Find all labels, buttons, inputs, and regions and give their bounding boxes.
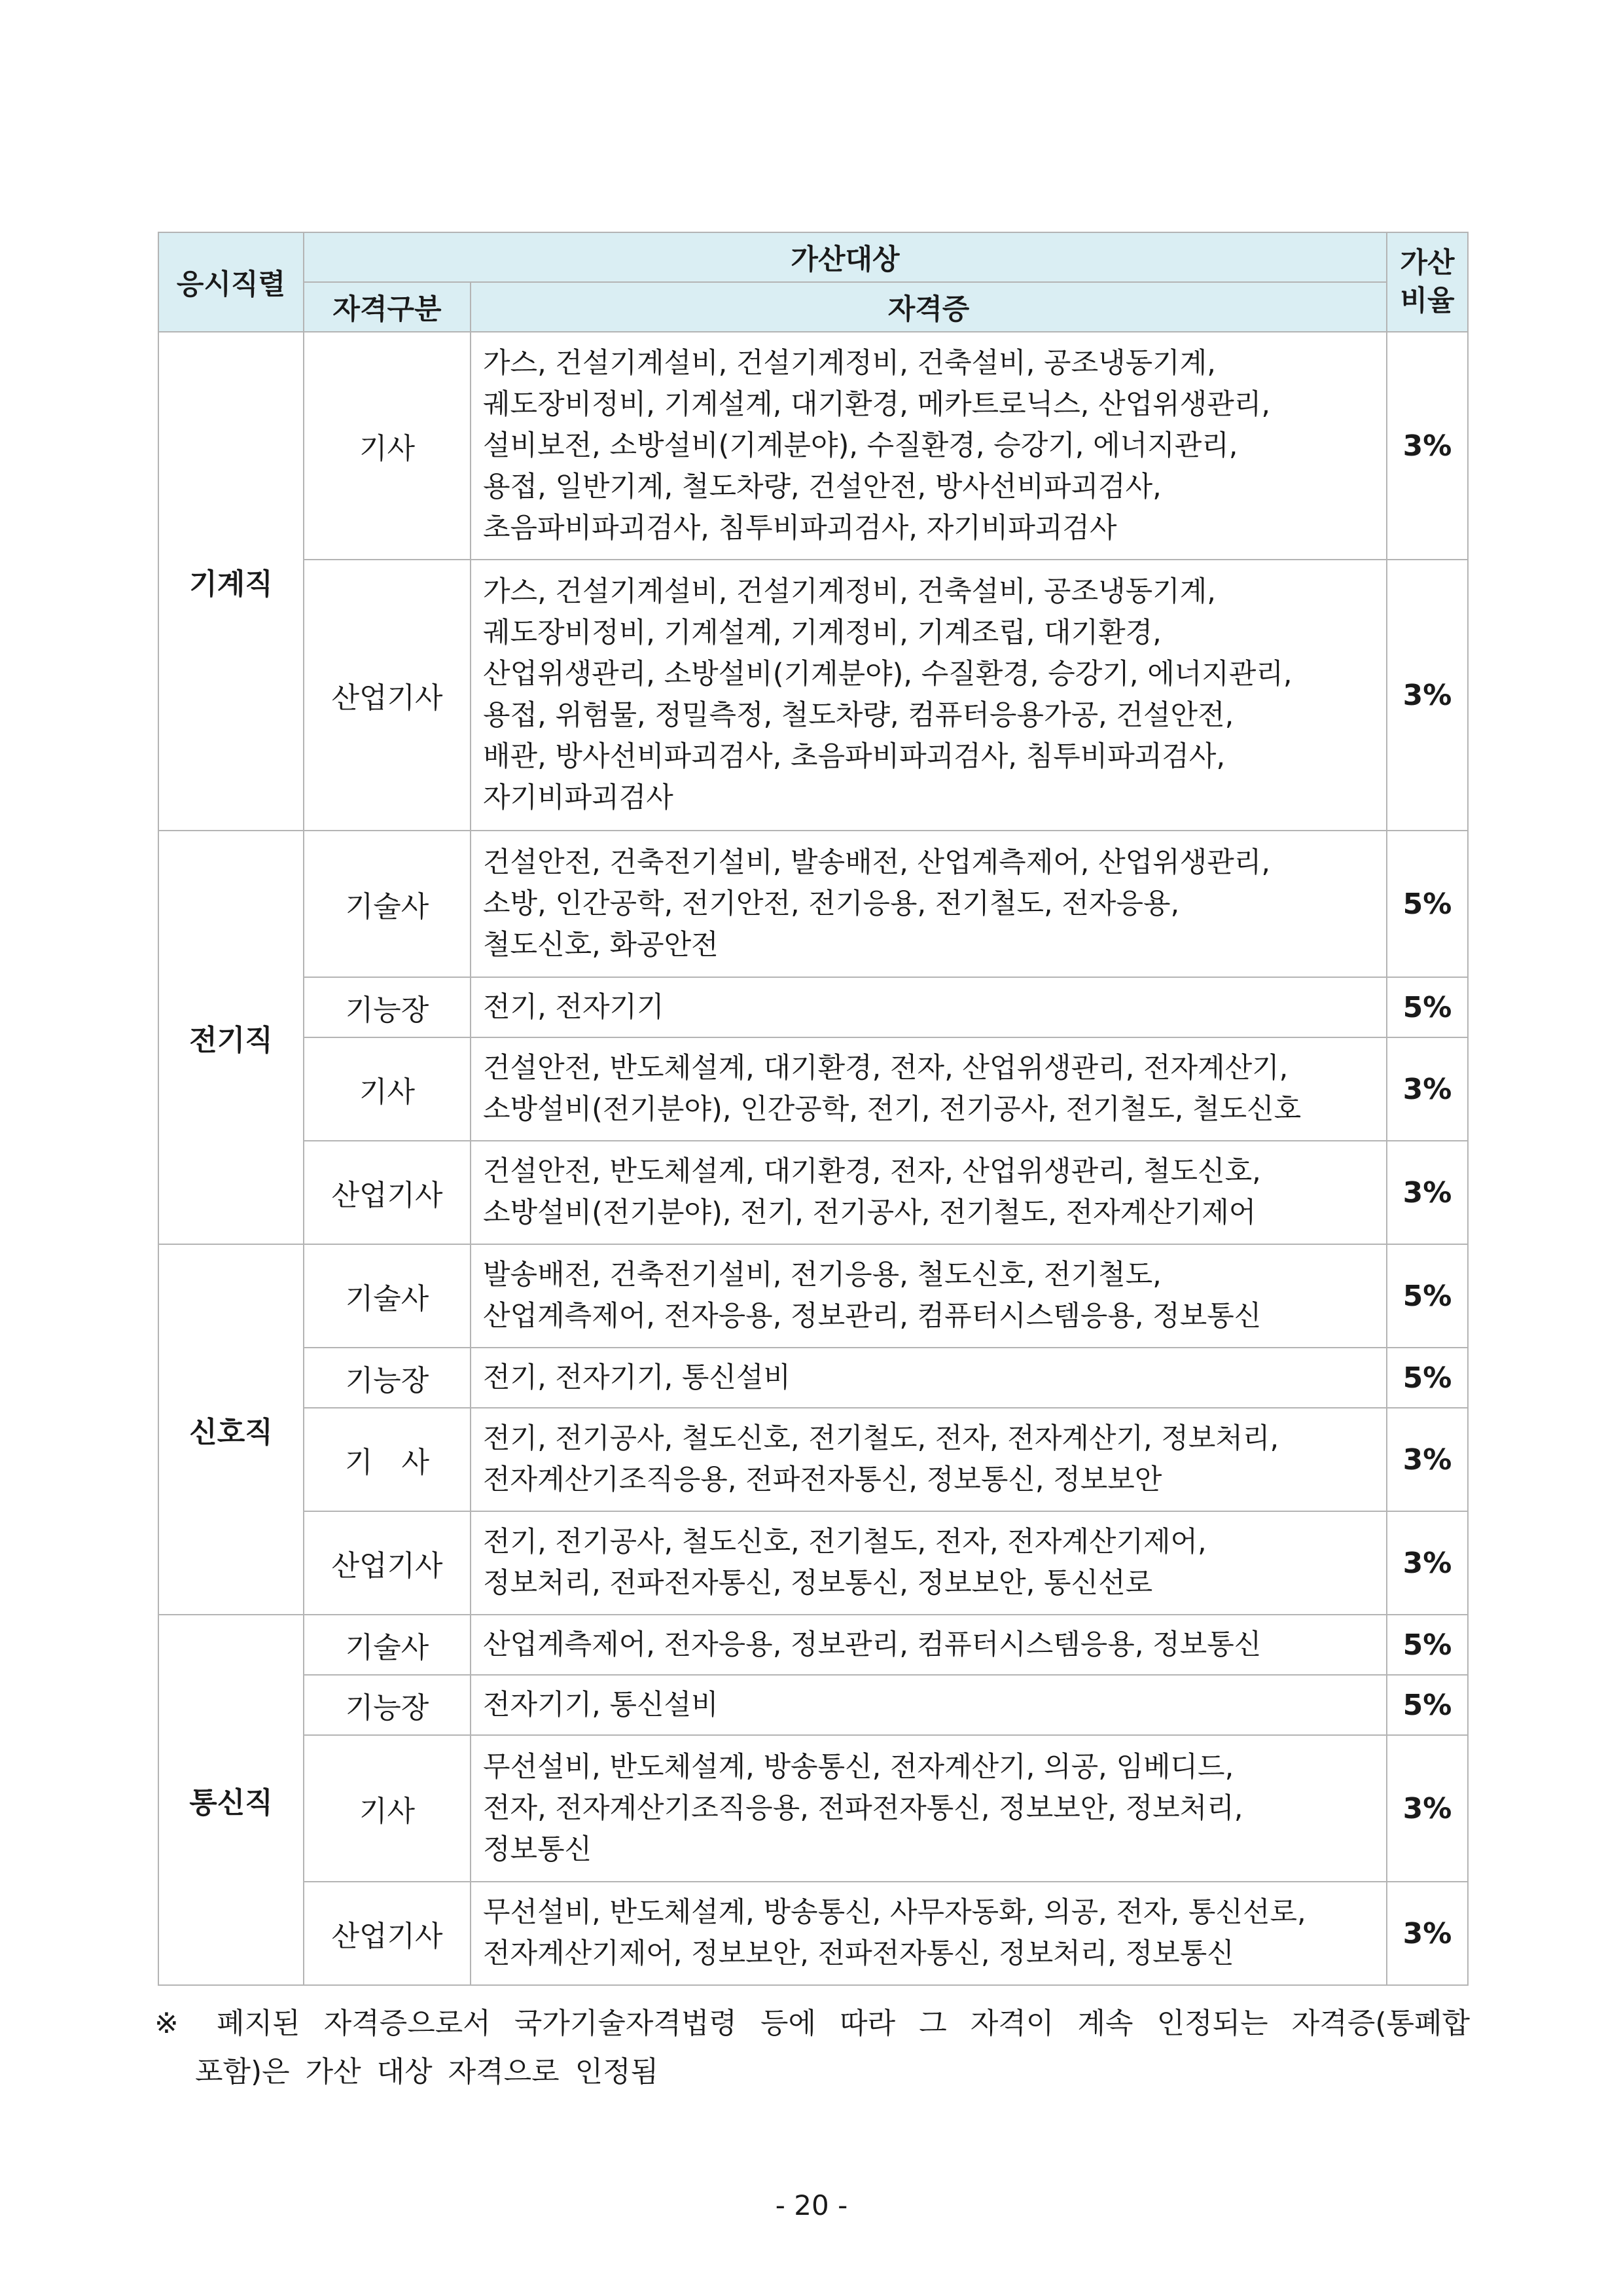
table-row [158, 1244, 1468, 1348]
bonus-rate-cell: 3% [1387, 1735, 1468, 1882]
bonus-rate-cell: 5% [1387, 977, 1468, 1037]
certificates-cell [471, 560, 1387, 831]
certificate-line: 배관, 방사선비파괴검사, 초음파비파괴검사, 침투비파괴검사, [483, 740, 1226, 773]
header-rate-line2: 비율 [1400, 285, 1455, 317]
table-row [158, 1348, 1468, 1408]
header-rate [1387, 232, 1468, 332]
table-row [158, 1408, 1468, 1511]
grade-cell: 기술사 [304, 1244, 471, 1348]
grade-cell: 기사 [304, 1037, 471, 1141]
certificate-line: 산업계측제어, 전자응용, 정보관리, 컴퓨터시스템응용, 정보통신 [483, 1300, 1262, 1333]
certificate-line: 설비보전, 소방설비(기계분야), 수질환경, 승강기, 에너지관리, [483, 429, 1238, 462]
table-row [158, 1675, 1468, 1735]
header-grade: 자격구분 [304, 282, 471, 332]
bonus-rate-cell: 5% [1387, 1244, 1468, 1348]
grade-cell: 기능장 [304, 1348, 471, 1408]
header-job: 응시직렬 [158, 232, 304, 332]
grade-cell: 기능장 [304, 1675, 471, 1735]
table-row [158, 1141, 1468, 1244]
certificates-cell [471, 1615, 1387, 1675]
bonus-rate-cell: 5% [1387, 831, 1468, 977]
table-body [158, 232, 1468, 1985]
certificate-line: 전자계산기조직응용, 전파전자통신, 정보통신, 정보보안 [483, 1463, 1162, 1496]
job-series-cell: 전기직 [158, 831, 304, 1244]
certificate-line: 소방설비(전기분야), 전기, 전기공사, 전기철도, 전자계산기제어 [483, 1196, 1257, 1229]
bonus-rate-cell: 5% [1387, 1348, 1468, 1408]
certificate-line: 궤도장비정비, 기계설계, 대기환경, 메카트로닉스, 산업위생관리, [483, 387, 1271, 421]
grade-cell: 산업기사 [304, 1511, 471, 1615]
table-row [158, 560, 1468, 831]
certificate-line: 가스, 건설기계설비, 건설기계정비, 건축설비, 공조냉동기계, [483, 346, 1216, 380]
certificate-line: 자기비파괴검사 [483, 781, 673, 814]
bonus-rate-cell: 3% [1387, 1408, 1468, 1511]
certificate-bonus-table [158, 232, 1469, 1986]
grade-cell: 기사 [304, 1735, 471, 1882]
certificate-line: 전기, 전기공사, 철도신호, 전기철도, 전자, 전자계산기제어, [483, 1526, 1207, 1558]
grade-cell: 기사 [304, 332, 471, 560]
bonus-rate-cell: 3% [1387, 1882, 1468, 1985]
bonus-rate-cell: 3% [1387, 1037, 1468, 1141]
certificates-cell [471, 1244, 1387, 1348]
certificates-cell [471, 1882, 1387, 1985]
header-cert: 자격증 [471, 282, 1387, 332]
certificates-cell [471, 977, 1387, 1037]
certificate-line: 소방, 인간공학, 전기안전, 전기응용, 전기철도, 전자응용, [483, 887, 1180, 920]
certificate-line: 무선설비, 반도체설계, 방송통신, 사무자동화, 의공, 전자, 통신선로, [483, 1896, 1306, 1929]
page-number: - 20 - [775, 2189, 848, 2221]
bonus-rate-cell: 5% [1387, 1675, 1468, 1735]
certificate-line: 전기, 전기공사, 철도신호, 전기철도, 전자, 전자계산기, 정보처리, [483, 1422, 1279, 1455]
table-header-row-1 [158, 232, 1468, 282]
grade-cell: 기 사 [304, 1408, 471, 1511]
job-series-cell: 기계직 [158, 332, 304, 831]
certificates-cell [471, 1141, 1387, 1244]
header-rate-line1: 가산 [1400, 247, 1455, 279]
certificates-cell [471, 1037, 1387, 1141]
table-row [158, 1511, 1468, 1615]
certificate-line: 무선설비, 반도체설계, 방송통신, 전자계산기, 의공, 임베디드, [483, 1750, 1234, 1784]
certificates-cell [471, 1735, 1387, 1882]
certificate-line: 전자기기, 통신설비 [483, 1688, 719, 1721]
table-row [158, 831, 1468, 977]
table-row [158, 1882, 1468, 1985]
bonus-rate-cell: 3% [1387, 332, 1468, 560]
bonus-rate-cell: 5% [1387, 1615, 1468, 1675]
certificate-line: 건설안전, 건축전기설비, 발송배전, 산업계측제어, 산업위생관리, [483, 846, 1271, 879]
grade-cell: 기능장 [304, 977, 471, 1037]
bonus-rate-cell: 3% [1387, 1511, 1468, 1615]
bonus-rate-cell: 3% [1387, 560, 1468, 831]
grade-cell: 산업기사 [304, 1882, 471, 1985]
certificate-line: 궤도장비정비, 기계설계, 기계정비, 기계조립, 대기환경, [483, 617, 1162, 649]
certificate-line: 철도신호, 화공안전 [483, 928, 719, 961]
table-row [158, 1735, 1468, 1882]
certificate-line: 전자, 전자계산기조직응용, 전파전자통신, 정보보안, 정보처리, [483, 1791, 1243, 1825]
job-series-cell: 신호직 [158, 1244, 304, 1615]
certificates-cell [471, 1511, 1387, 1615]
certificate-line: 가스, 건설기계설비, 건설기계정비, 건축설비, 공조냉동기계, [483, 575, 1216, 608]
certificate-line: 발송배전, 건축전기설비, 전기응용, 철도신호, 전기철도, [483, 1259, 1162, 1291]
grade-cell: 산업기사 [304, 560, 471, 831]
job-series-cell: 통신직 [158, 1615, 304, 1985]
certificate-line: 초음파비파괴검사, 침투비파괴검사, 자기비파괴검사 [483, 511, 1117, 545]
certificates-cell [471, 1675, 1387, 1735]
footnote-line-1: ※ 폐지된 자격증으로서 국가기술자격법령 등에 따라 그 자격이 계속 인정되는 자격증(통폐합 [154, 2007, 1470, 2040]
certificates-cell [471, 332, 1387, 560]
certificate-line: 전기, 전자기기 [483, 990, 664, 1024]
certificate-line: 산업계측제어, 전자응용, 정보관리, 컴퓨터시스템응용, 정보통신 [483, 1628, 1262, 1661]
table-row [158, 977, 1468, 1037]
certificate-line: 전자계산기제어, 정보보안, 전파전자통신, 정보처리, 정보통신 [483, 1937, 1234, 1970]
grade-cell: 산업기사 [304, 1141, 471, 1244]
certificate-line: 건설안전, 반도체설계, 대기환경, 전자, 산업위생관리, 철도신호, [483, 1155, 1261, 1188]
table-row [158, 1615, 1468, 1675]
certificate-line: 정보처리, 전파전자통신, 정보통신, 정보보안, 통신선로 [483, 1567, 1153, 1600]
certificate-line: 용접, 위험물, 정밀측정, 철도차량, 컴퓨터응용가공, 건설안전, [483, 699, 1234, 732]
table-row [158, 332, 1468, 560]
certificate-line: 건설안전, 반도체설계, 대기환경, 전자, 산업위생관리, 전자계산기, [483, 1052, 1289, 1085]
certificate-line: 산업위생관리, 소방설비(기계분야), 수질환경, 승강기, 에너지관리, [483, 658, 1293, 691]
bonus-rate-cell: 3% [1387, 1141, 1468, 1244]
table-row [158, 1037, 1468, 1141]
table-header-row-2 [158, 282, 1468, 332]
footnote-line-2: 포함)은 가산 대상 자격으로 인정됨 [195, 2055, 659, 2089]
header-target: 가산대상 [304, 232, 1387, 282]
certificate-line: 정보통신 [483, 1833, 592, 1866]
certificate-line: 소방설비(전기분야), 인간공학, 전기, 전기공사, 전기철도, 철도신호 [483, 1093, 1302, 1126]
grade-cell: 기술사 [304, 1615, 471, 1675]
certificates-cell [471, 1408, 1387, 1511]
certificate-line: 전기, 전자기기, 통신설비 [483, 1361, 791, 1394]
certificates-cell [471, 1348, 1387, 1408]
certificate-line: 용접, 일반기계, 철도차량, 건설안전, 방사선비파괴검사, [483, 470, 1162, 503]
certificates-cell [471, 831, 1387, 977]
grade-cell: 기술사 [304, 831, 471, 977]
